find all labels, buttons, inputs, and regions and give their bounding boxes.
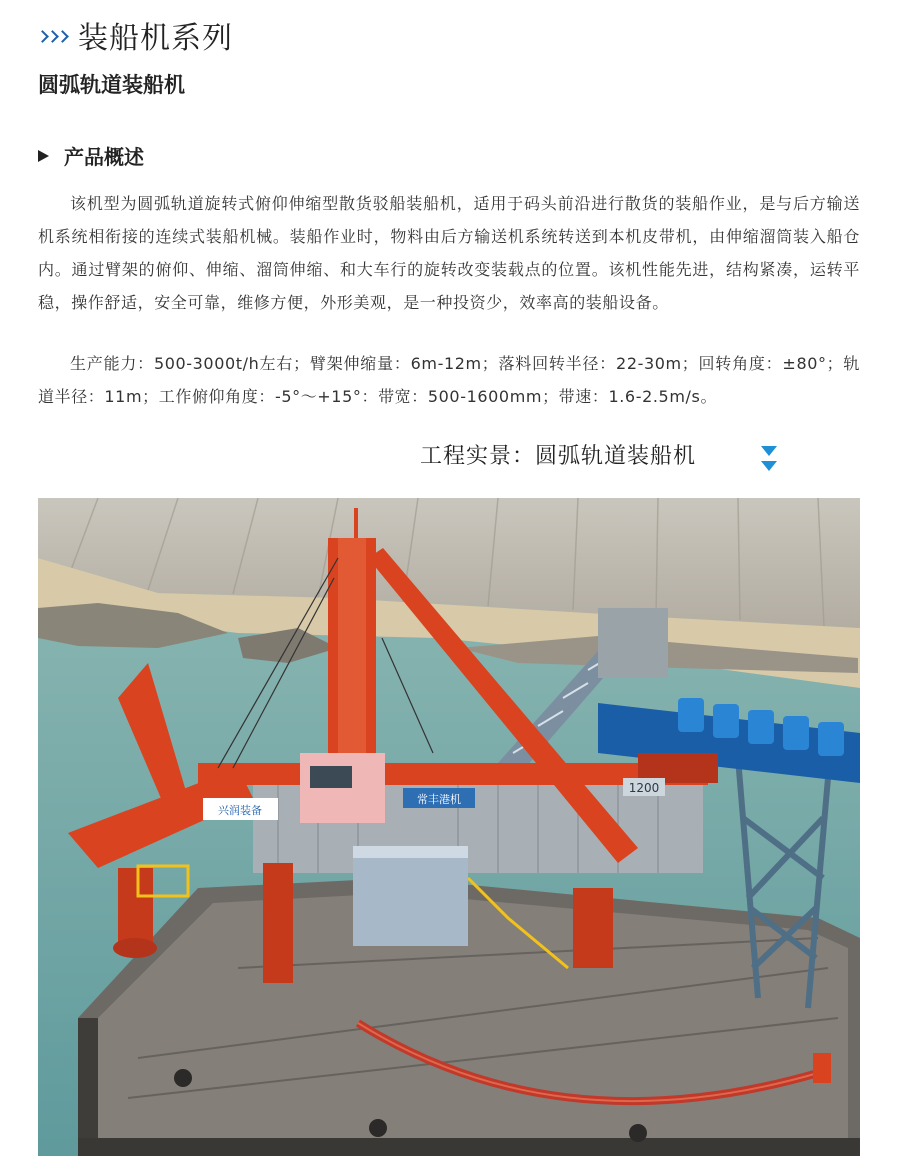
down-arrow-icon — [761, 461, 777, 471]
machine-number: 1200 — [628, 781, 660, 795]
brand-sign-left: 兴润装备 — [218, 804, 262, 817]
chevron-triple-icon — [38, 32, 68, 41]
project-photo — [38, 498, 860, 1156]
down-arrow-icon — [761, 446, 777, 456]
triangle-right-icon — [38, 150, 49, 162]
specs-paragraph: 生产能力：500-3000t/h左右；臂架伸缩量：6m-12m；落料回转半径：22-30m；回转角度：±80°；轨道半径：11m；工作俯仰角度：-5°～+15°：带宽：500-1600mm；带速：1.6-2.5m/s。 — [38, 354, 860, 406]
section-title: 产品概述 — [64, 145, 144, 169]
photo-caption: 工程实景：圆弧轨道装船机 — [420, 444, 697, 469]
brand-sign-right: 常丰港机 — [417, 793, 461, 806]
series-title: 装船机系列 — [78, 21, 233, 56]
overview-paragraph: 该机型为圆弧轨道旋转式俯仰伸缩型散货驳船装船机，适用于码头前沿进行散货的装船作业，是与后方输送机系统相衔接的连续式装船机械。装船作业时，物料由后方输送机系统转送到本机皮带机，由伸缩溜筒装入船仓内。通过臂架的俯仰、伸缩、溜筒伸缩、和大车行的旋转改变装载点的位置。该机性能先进，结构紧凑，运转平稳，操作舒适，安全可靠，维修方便，外形美观，是一种投资少，效率高的装船设备。 — [38, 194, 860, 312]
product-subtitle: 圆弧轨道装船机 — [38, 72, 185, 97]
